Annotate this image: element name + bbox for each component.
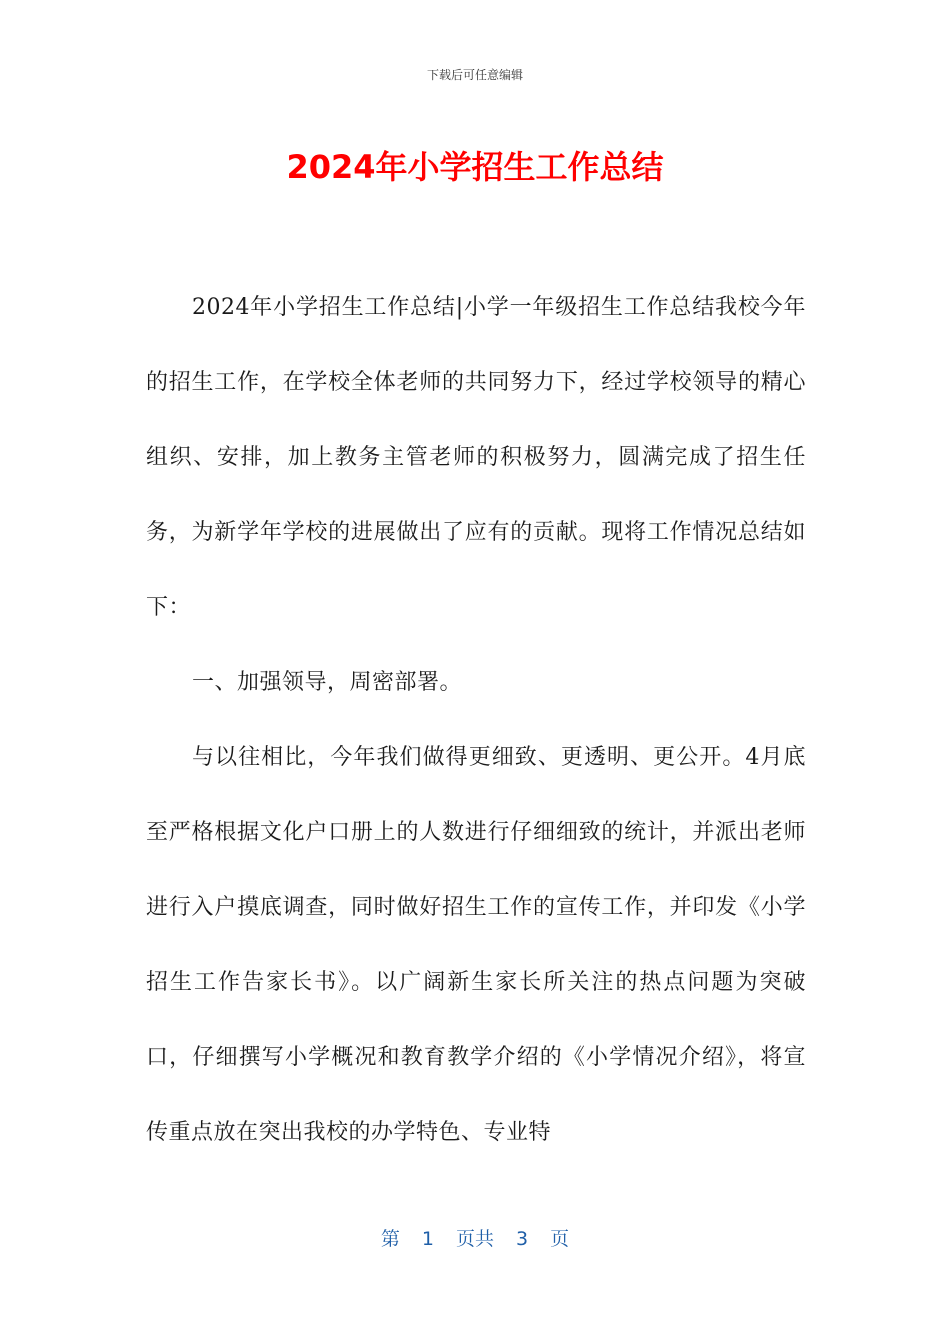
document-title: 2024年小学招生工作总结: [286, 148, 664, 186]
footer-total-pages: 3: [516, 1228, 529, 1250]
paragraph-intro: 2024年小学招生工作总结|小学一年级招生工作总结我校今年的招生工作，在学校全体老师的共同努力下，经过学校领导的精心组织、安排，加上教务主管老师的积极努力，圆满完成了招生任务，为新学年学校的进展做出了应有的贡献。现将工作情况总结如下：: [146, 295, 806, 620]
page-footer: [0, 1224, 950, 1251]
footer-page-prefix: 第: [380, 1228, 400, 1250]
footer-page-middle: 页共: [455, 1228, 494, 1250]
document-body: [146, 270, 806, 1170]
footer-page-number: 1: [421, 1228, 434, 1250]
paragraph-details: 与以往相比，今年我们做得更细致、更透明、更公开。4月底至严格根据文化户口册上的人数进行仔细细致的统计，并派出老师进行入户摸底调查，同时做好招生工作的宣传工作，并印发《小学招生工作告家长书》。以广阔新生家长所关注的热点问题为突破口，仔细撰写小学概况和教育教学介绍的《小学情况介绍》，将宣传重点放在突出我校的办学特色、专业特: [146, 745, 806, 1145]
paragraph-section-heading: 一、加强领导，周密部署。: [192, 670, 463, 695]
footer-page-suffix: 页: [550, 1228, 570, 1250]
header-note: 下载后可任意编辑: [426, 68, 523, 82]
